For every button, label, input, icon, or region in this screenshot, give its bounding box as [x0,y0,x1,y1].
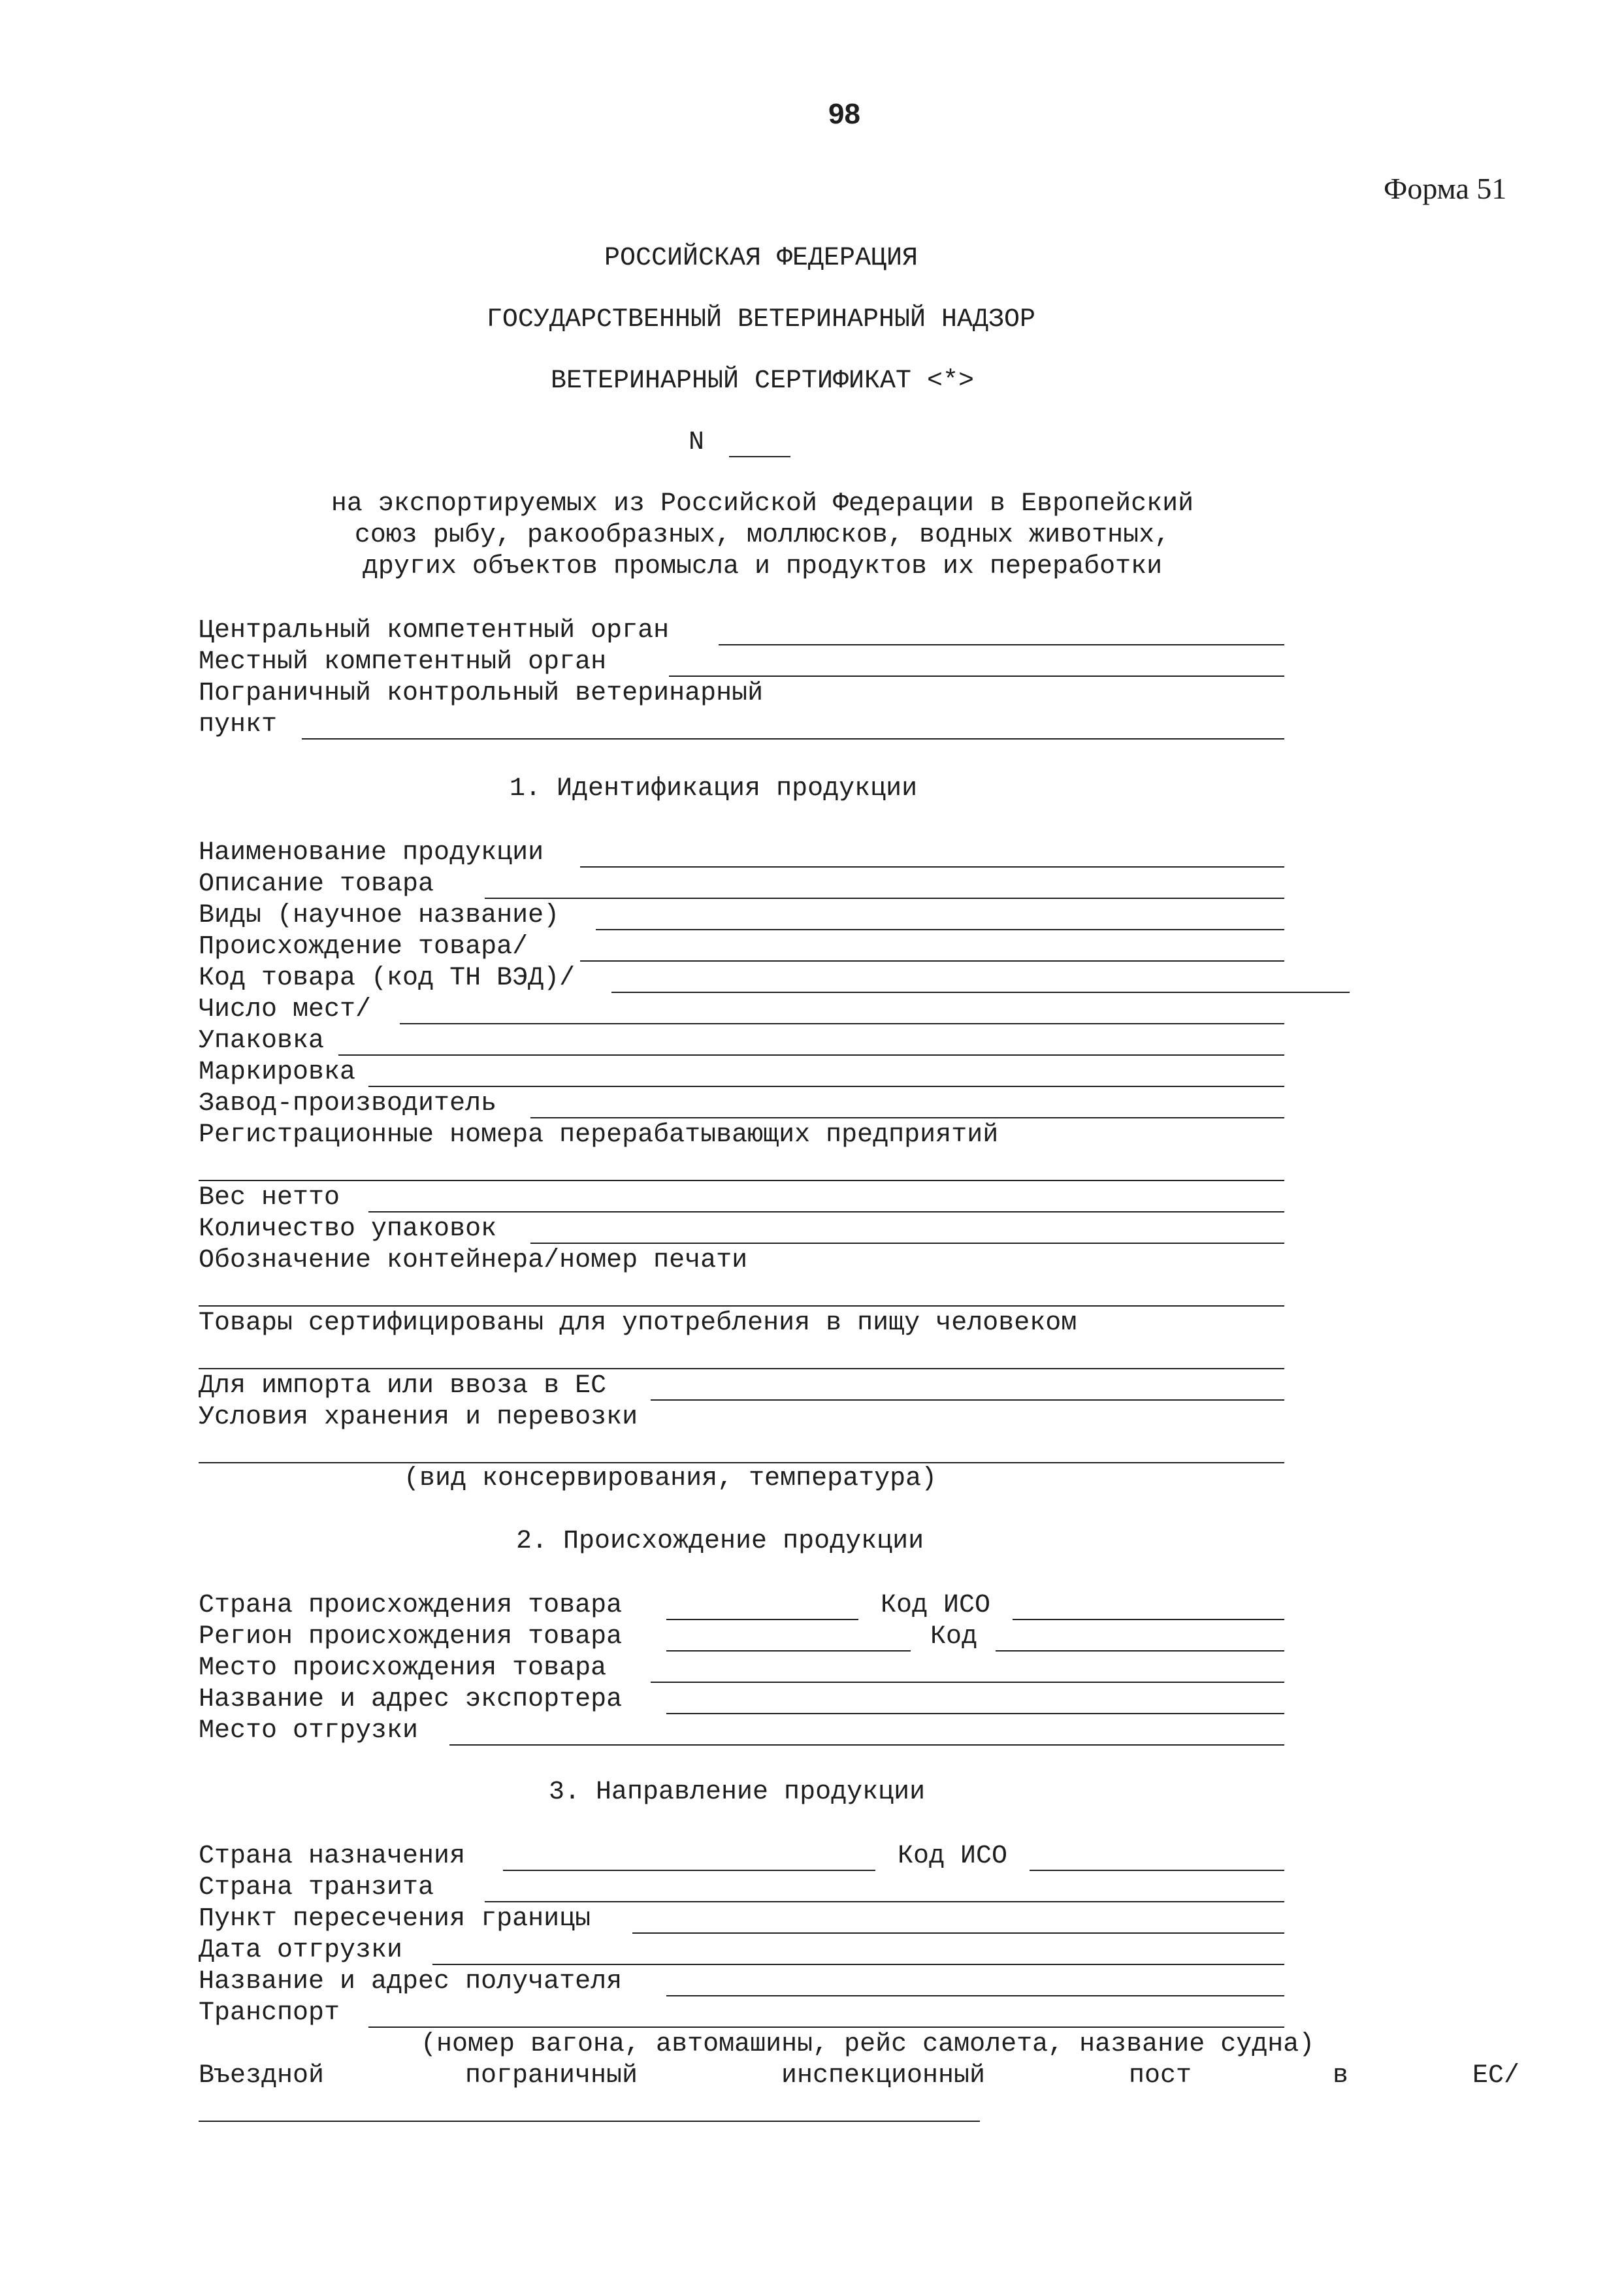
consignee-field[interactable] [666,1995,1284,1996]
package-count-label: Количество упаковок [199,1214,497,1244]
exporter-field[interactable] [666,1713,1284,1714]
product-name-label: Наименование продукции [199,838,544,868]
entry-post-word-5: в [1333,2061,1349,2091]
species-label: Виды (научное название) [199,901,560,930]
form-label: Форма 51 [1384,172,1507,205]
entry-post-word-1: Въездной [199,2061,325,2091]
registration-numbers-label: Регистрационные номера перерабатывающих предприятий [199,1120,999,1150]
origin-region-code-field[interactable] [996,1650,1284,1652]
species-field[interactable] [596,929,1284,930]
package-count-field[interactable] [530,1243,1284,1244]
origin-region-code-label: Код [930,1622,978,1652]
subtitle-line-1: на экспортируемых из Российской Федерации в Европейский [331,489,1194,519]
border-post-field[interactable] [302,738,1284,740]
human-consumption-label: Товары сертифицированы для употребления в пищу человеком [199,1309,1077,1338]
local-authority-field[interactable] [669,675,1284,677]
goods-description-label: Описание товара [199,870,434,899]
subtitle-line-3: других объектов промысла и продуктов их переработки [362,552,1163,581]
transit-country-label: Страна транзита [199,1873,434,1902]
shipment-place-field[interactable] [449,1744,1284,1746]
border-crossing-label: Пункт пересечения границы [199,1904,591,1934]
packages-number-field[interactable] [400,1023,1284,1024]
import-eu-label: Для импорта или ввоза в ЕС [199,1371,607,1401]
net-weight-field[interactable] [368,1211,1284,1213]
goods-code-field[interactable] [611,992,1350,993]
section-1-title: 1. Идентификация продукции [510,774,918,804]
storage-hint: (вид консервирования, температура) [404,1464,937,1493]
registration-numbers-field[interactable] [199,1180,1284,1181]
packaging-field[interactable] [338,1054,1284,1056]
marking-field[interactable] [368,1086,1284,1087]
page-number: 98 [828,98,860,130]
origin-country-label: Страна происхождения товара [199,1591,623,1620]
manufacturer-field[interactable] [530,1117,1284,1118]
transit-country-field[interactable] [485,1901,1284,1902]
storage-transport-label: Условия хранения и перевозки [199,1403,638,1432]
packages-number-label: Число мест/ [199,995,372,1024]
container-seal-label: Обозначение контейнера/номер печати [199,1246,748,1275]
goods-description-field[interactable] [485,898,1284,899]
border-post-label-1: Пограничный контрольный ветеринарный [199,679,764,708]
net-weight-label: Вес нетто [199,1183,340,1213]
import-eu-field[interactable] [651,1399,1284,1401]
destination-iso-code-label: Код ИСО [898,1842,1008,1871]
certificate-title: ВЕТЕРИНАРНЫЙ СЕРТИФИКАТ <*> [550,366,975,396]
origin-iso-code-label: Код ИСО [881,1591,991,1620]
shipment-date-field[interactable] [432,1964,1284,1965]
local-authority-label: Местный компетентный орган [199,647,607,677]
origin-place-field[interactable] [651,1682,1284,1683]
entry-post-word-2: пограничный [465,2061,638,2091]
header-agency: ГОСУДАРСТВЕННЫЙ ВЕТЕРИНАРНЫЙ НАДЗОР [486,305,1036,334]
goods-code-label: Код товара (код ТН ВЭД)/ [199,964,576,993]
shipment-date-label: Дата отгрузки [199,1936,403,1965]
goods-origin-field[interactable] [580,960,1284,962]
origin-place-label: Место происхождения товара [199,1653,607,1683]
shipment-place-label: Место отгрузки [199,1716,419,1746]
transport-label: Транспорт [199,1998,340,2028]
border-crossing-field[interactable] [632,1932,1284,1934]
border-post-label-2: пункт [199,710,278,740]
header-country: РОССИЙСКАЯ ФЕДЕРАЦИЯ [604,244,918,273]
human-consumption-field[interactable] [199,1368,1284,1369]
container-seal-field[interactable] [199,1305,1284,1307]
product-name-field[interactable] [580,866,1284,868]
entry-post-word-6: ЕС/ [1472,2061,1520,2091]
origin-country-field[interactable] [666,1619,858,1620]
section-2-title: 2. Происхождение продукции [516,1527,924,1556]
transport-hint: (номер вагона, автомашины, рейс самолета, название судна) [421,2030,1315,2059]
marking-label: Маркировка [199,1058,356,1087]
destination-country-label: Страна назначения [199,1842,466,1871]
transport-field[interactable] [368,2026,1284,2028]
origin-iso-code-field[interactable] [1013,1619,1284,1620]
certificate-number-label: N [689,428,705,457]
certificate-number-field[interactable] [729,456,790,457]
entry-post-field[interactable] [199,2121,980,2122]
central-authority-field[interactable] [719,644,1284,645]
entry-post-word-3: инспекционный [781,2061,986,2091]
packaging-label: Упаковка [199,1026,325,1056]
destination-country-field[interactable] [503,1870,875,1871]
central-authority-label: Центральный компетентный орган [199,616,670,645]
exporter-label: Название и адрес экспортера [199,1685,623,1714]
manufacturer-label: Завод-производитель [199,1089,497,1118]
origin-region-field[interactable] [666,1650,911,1652]
section-3-title: 3. Направление продукции [549,1778,926,1807]
subtitle-line-2: союз рыбу, ракообразных, моллюсков, водных животных, [354,521,1171,550]
storage-transport-field[interactable] [199,1462,1284,1463]
consignee-label: Название и адрес получателя [199,1967,623,1996]
goods-origin-label: Происхождение товара/ [199,932,528,962]
entry-post-word-4: пост [1129,2061,1192,2091]
destination-iso-code-field[interactable] [1030,1870,1284,1871]
origin-region-label: Регион происхождения товара [199,1622,623,1652]
